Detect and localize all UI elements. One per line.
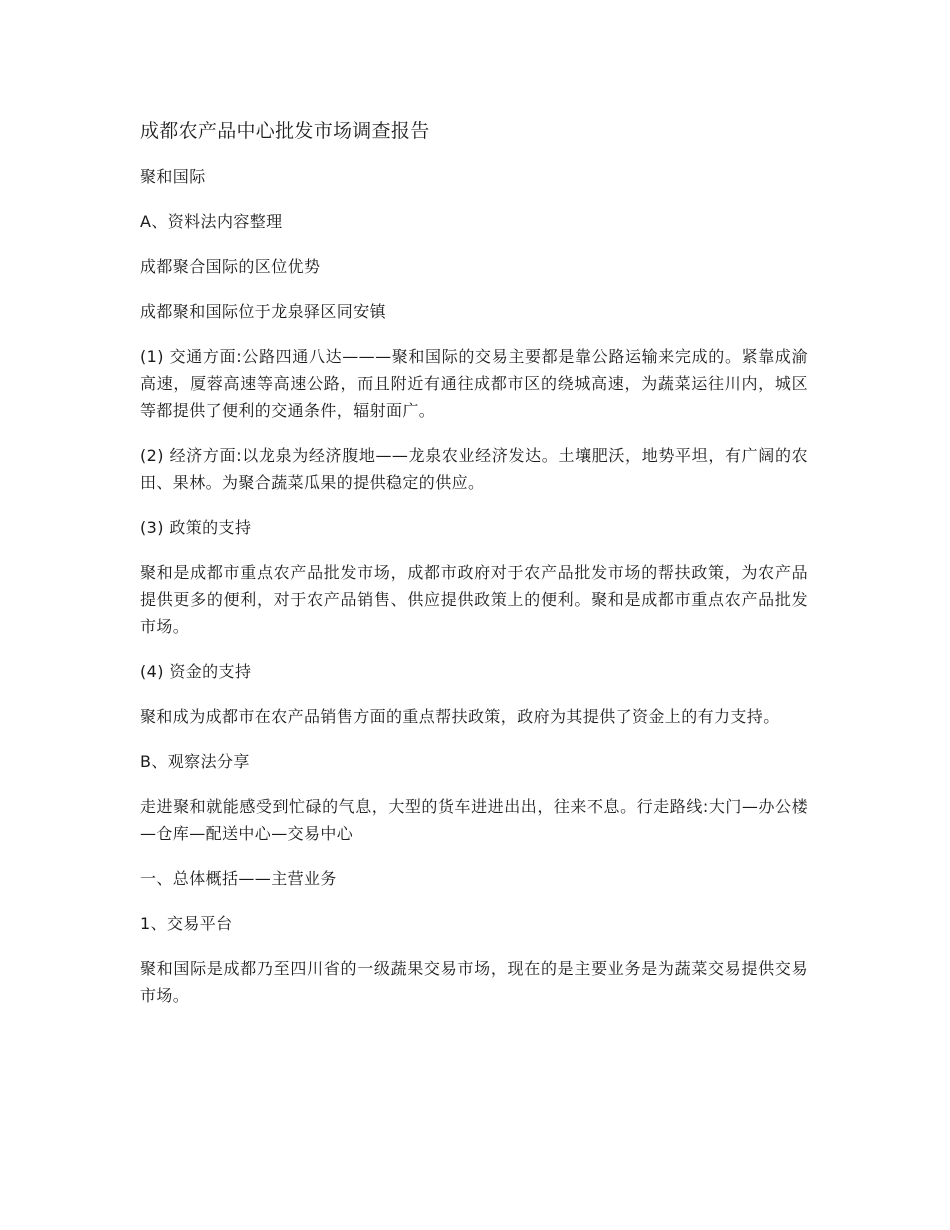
section-heading-a: A、资料法内容整理 [140,212,283,231]
paragraph-economy: (2) 经济方面:以龙泉为经济腹地——龙泉农业经济发达。土壤肥沃，地势平坦，有广阔的农田、果林。为聚合蔬菜瓜果的提供稳定的供应。 [140,446,808,492]
paragraph-policy: 聚和是成都市重点农产品批发市场，成都市政府对于农产品批发市场的帮扶政策，为农产品提供更多的便利，对于农产品销售、供应提供政策上的便利。聚和是成都市重点农产品批发市场。 [140,563,808,636]
subheading-policy-support: (3) 政策的支持 [140,518,252,537]
subheading-funding-support: (4) 资金的支持 [140,662,252,681]
paragraph-funding: 聚和成为成都市在农产品销售方面的重点帮扶政策，政府为其提供了资金上的有力支持。 [140,707,780,726]
document-title: 成都农产品中心批发市场调查报告 [140,120,430,142]
subheading-trading-platform: 1、交易平台 [140,914,233,933]
section-heading-b: B、观察法分享 [140,752,250,771]
paragraph-observation: 走进聚和就能感受到忙碌的气息，大型的货车进进出出，往来不息。行走路线:大门—办公楼—仓库—配送中心—交易中心 [140,797,808,843]
paragraph-company-name: 聚和国际 [140,167,206,186]
document-body [140,117,808,1027]
paragraph-trading-platform: 聚和国际是成都乃至四川省的一级蔬果交易市场，现在的是主要业务是为蔬菜交易提供交易市场。 [140,959,808,1005]
subheading-location-advantage: 成都聚合国际的区位优势 [140,257,321,276]
paragraph-location: 成都聚和国际位于龙泉驿区同安镇 [140,302,387,321]
paragraph-transport: (1) 交通方面:公路四通八达———聚和国际的交易主要都是靠公路运输来完成的。紧靠成渝高速，厦蓉高速等高速公路，而且附近有通往成都市区的绕城高速，为蔬菜运往川内，城区等都提供了便利的交通条件，辐射面广。 [140,347,808,420]
section-heading-overview: 一、总体概括——主营业务 [140,869,337,888]
